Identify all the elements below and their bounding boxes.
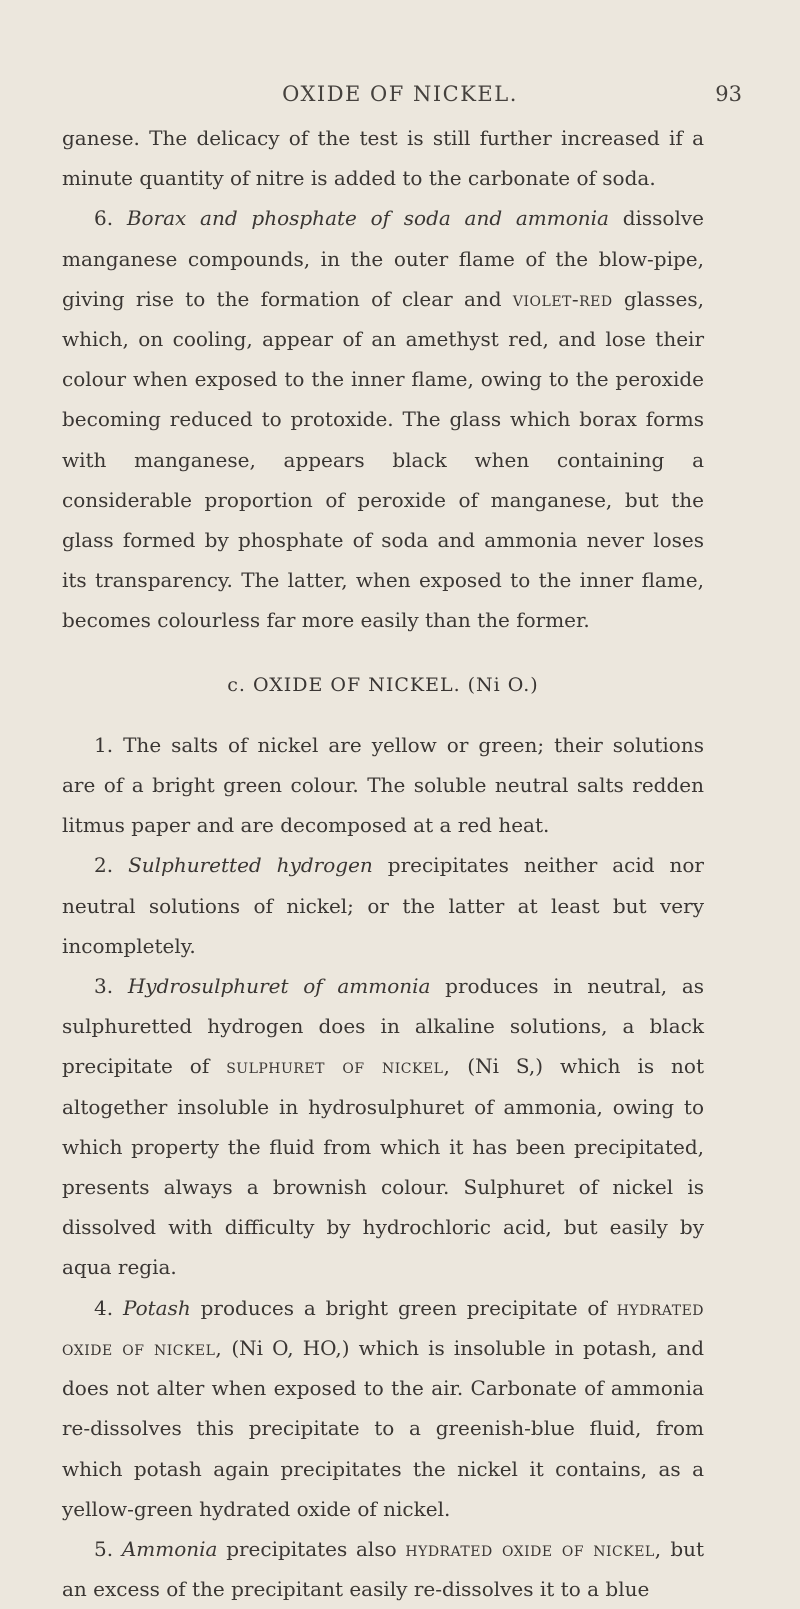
- paragraph-text: but an excess of the precipitant easily re-dissolves it to a blue: [62, 1536, 705, 1602]
- paragraph-text: produces in neutral, as sulphuretted hydrogen does in alkaline solutions, a black precipitate of: [62, 974, 705, 1079]
- item-number: 2.: [94, 853, 114, 878]
- item-number: 6.: [94, 206, 114, 231]
- paragraph-text: precipitates neither acid nor neutral solutions of nickel; or the latter at least but very incompletely.: [62, 853, 704, 958]
- paragraph-text: produces a bright green precipitate of: [200, 1295, 607, 1320]
- paragraph-text: which is insoluble in potash, and does not alter when exposed to the air. Carbonate of ammonia re-dissolves this precipitate to a greenish-blue fluid, from which potash again precipitates the nickel it contains, as a yellow-green hydrated oxide of nickel.: [62, 1335, 705, 1521]
- term-small-caps: violet-red: [512, 286, 613, 311]
- paragraph-item-2: [62, 845, 704, 966]
- reagent-name: Hydrosulphuret of ammonia: [127, 974, 431, 999]
- item-number: 4.: [94, 1295, 114, 1320]
- running-head: [0, 0, 800, 106]
- running-head-title: OXIDE OF NICKEL.: [282, 82, 518, 106]
- paragraph-text: precipitates also: [226, 1536, 397, 1561]
- term-small-caps: sulphuret of nickel,: [226, 1054, 451, 1079]
- section-heading: c. OXIDE OF NICKEL. (Ni O.): [227, 673, 539, 696]
- paragraph-text: dissolve manganese compounds, in the outer flame of the blow-pipe, giving rise to the formation of clear and: [62, 206, 705, 311]
- paragraph-text: glasses, which, on cooling, appear of an amethyst red, and lose their colour when exposed to the inner flame, owing to the peroxide becoming reduced to protoxide. The glass which borax forms with manganese, appears black when containing a considerable proportion of peroxide of manganese, but the glass formed by phosphate of soda and ammonia never loses its transparency. The latter, when exposed to the inner flame, becomes colourless far more easily than the former.: [62, 286, 705, 633]
- paragraph-item-3: [62, 966, 704, 1288]
- page-number: 93: [715, 82, 742, 106]
- paragraph-item-5: [62, 1529, 704, 1609]
- term-small-caps: hydrated oxide of nickel,: [62, 1295, 705, 1360]
- paragraph-item-6: [62, 198, 704, 640]
- term-small-caps: hydrated oxide of nickel,: [405, 1536, 662, 1561]
- body-text: [62, 118, 704, 1609]
- reagent-name: Potash: [122, 1295, 191, 1320]
- item-number: 3.: [94, 974, 114, 999]
- paragraph-continuation: ganese. The delicacy of the test is still further increased if a minute quantity of nitre is added to the carbonate of soda.: [62, 126, 704, 191]
- reagent-name: Sulphuretted hydrogen: [128, 853, 373, 878]
- reagent-name: Ammonia: [121, 1536, 218, 1561]
- item-number: 5.: [94, 1536, 114, 1561]
- paragraph-text: which is not altogether insoluble in hydrosulphuret of ammonia, owing to which property the fluid from which it has been precipitated, presents always a brownish colour. Sulphuret of nickel is dissolved with difficulty by hydrochloric acid, but easily by aqua regia.: [62, 1054, 705, 1280]
- paragraph-item-4: [62, 1288, 704, 1529]
- chemical-formula: (Ni O, HO,): [231, 1335, 350, 1360]
- reagent-name: Borax and phosphate of soda and ammonia: [126, 206, 609, 231]
- chemical-formula: (Ni S,): [467, 1054, 544, 1079]
- paragraph-item-1: 1. The salts of nickel are yellow or green; their solutions are of a bright green colour. The soluble neutral salts redden litmus paper and are decomposed at a red heat.: [62, 732, 704, 838]
